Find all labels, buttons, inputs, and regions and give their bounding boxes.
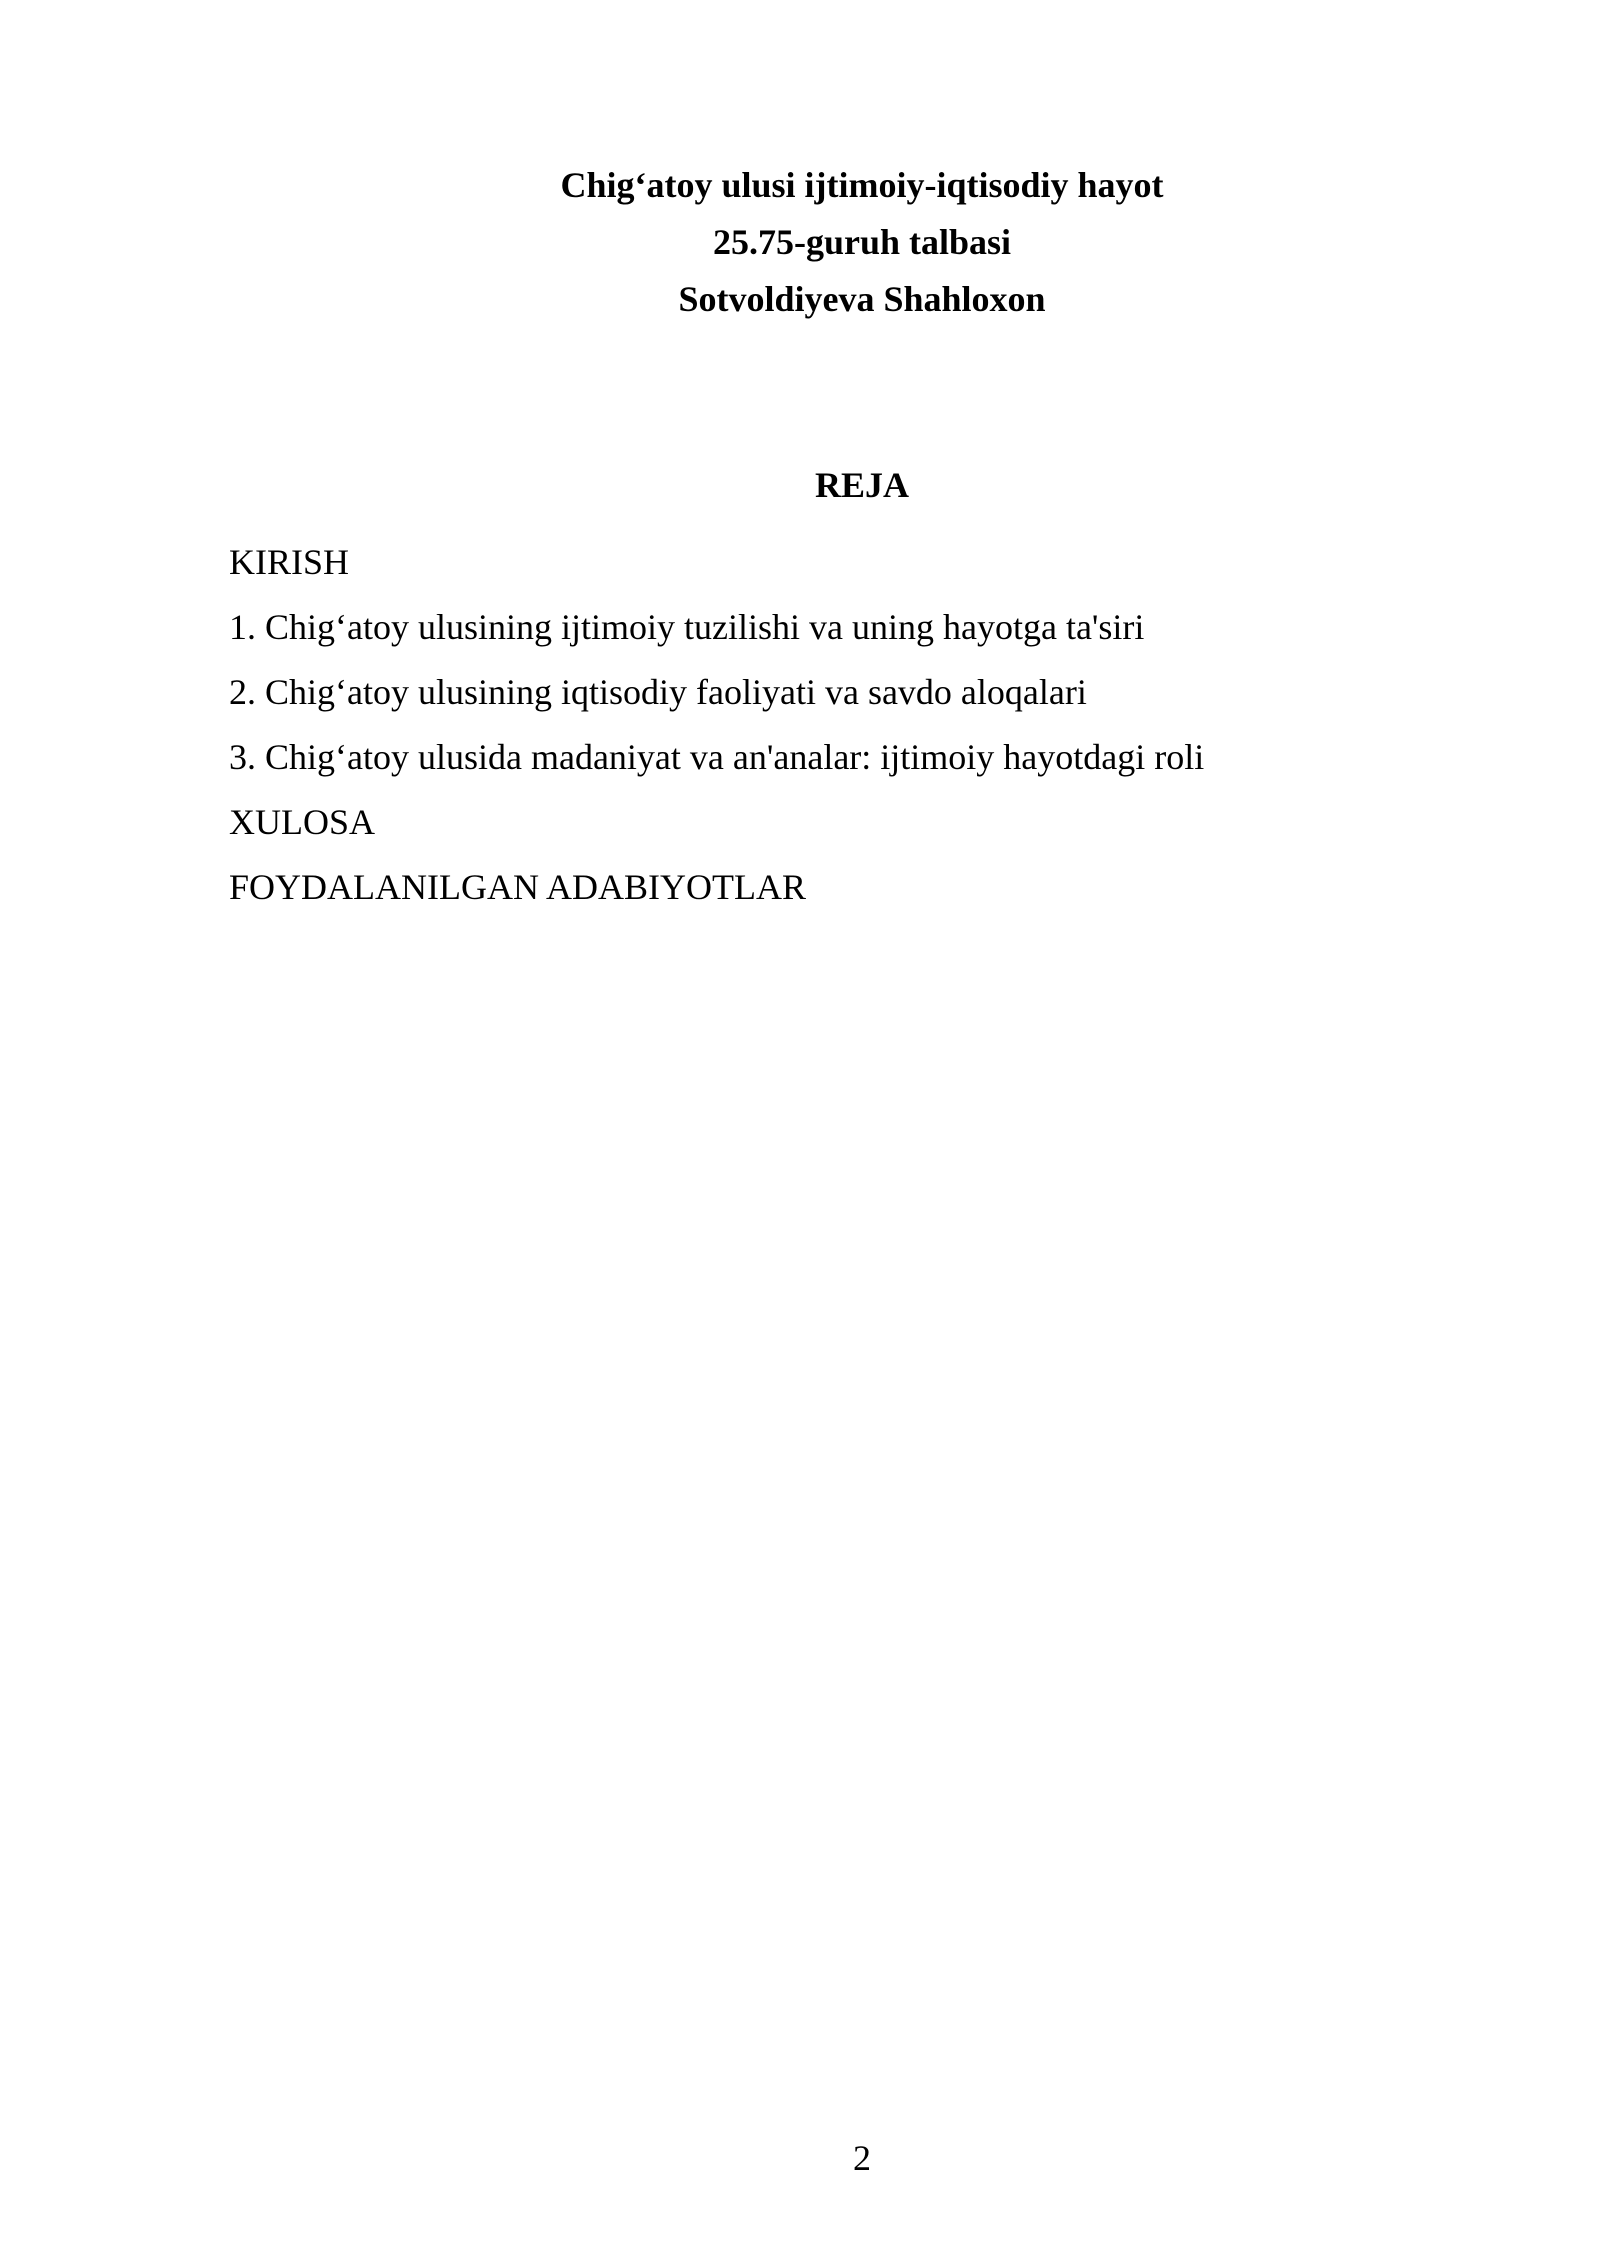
plan-heading: REJA [814, 465, 909, 505]
plan-list [229, 530, 1204, 920]
plan-item-conclusion: XULOSA [229, 802, 376, 842]
plan-item-1: 1. Chig‘atoy ulusining ijtimoiy tuzilishi va uning hayotga ta'siri [229, 607, 1145, 647]
plan-item-references: FOYDALANILGAN ADABIYOTLAR [229, 867, 806, 907]
page-number: 2 [853, 2138, 871, 2178]
author-name: Sotvoldiyeva Shahloxon [678, 279, 1046, 319]
plan-item-introduction: KIRISH [229, 542, 350, 582]
group-line: 25.75-guruh talbasi [712, 222, 1012, 262]
plan-item-3: 3. Chig‘atoy ulusida madaniyat va an'analar: ijtimoiy hayotdagi roli [229, 737, 1205, 777]
title-block [0, 157, 1600, 328]
plan-item-2: 2. Chig‘atoy ulusining iqtisodiy faoliyati va savdo aloqalari [229, 672, 1087, 712]
document-title: Chig‘atoy ulusi ijtimoiy-iqtisodiy hayot [560, 165, 1164, 205]
